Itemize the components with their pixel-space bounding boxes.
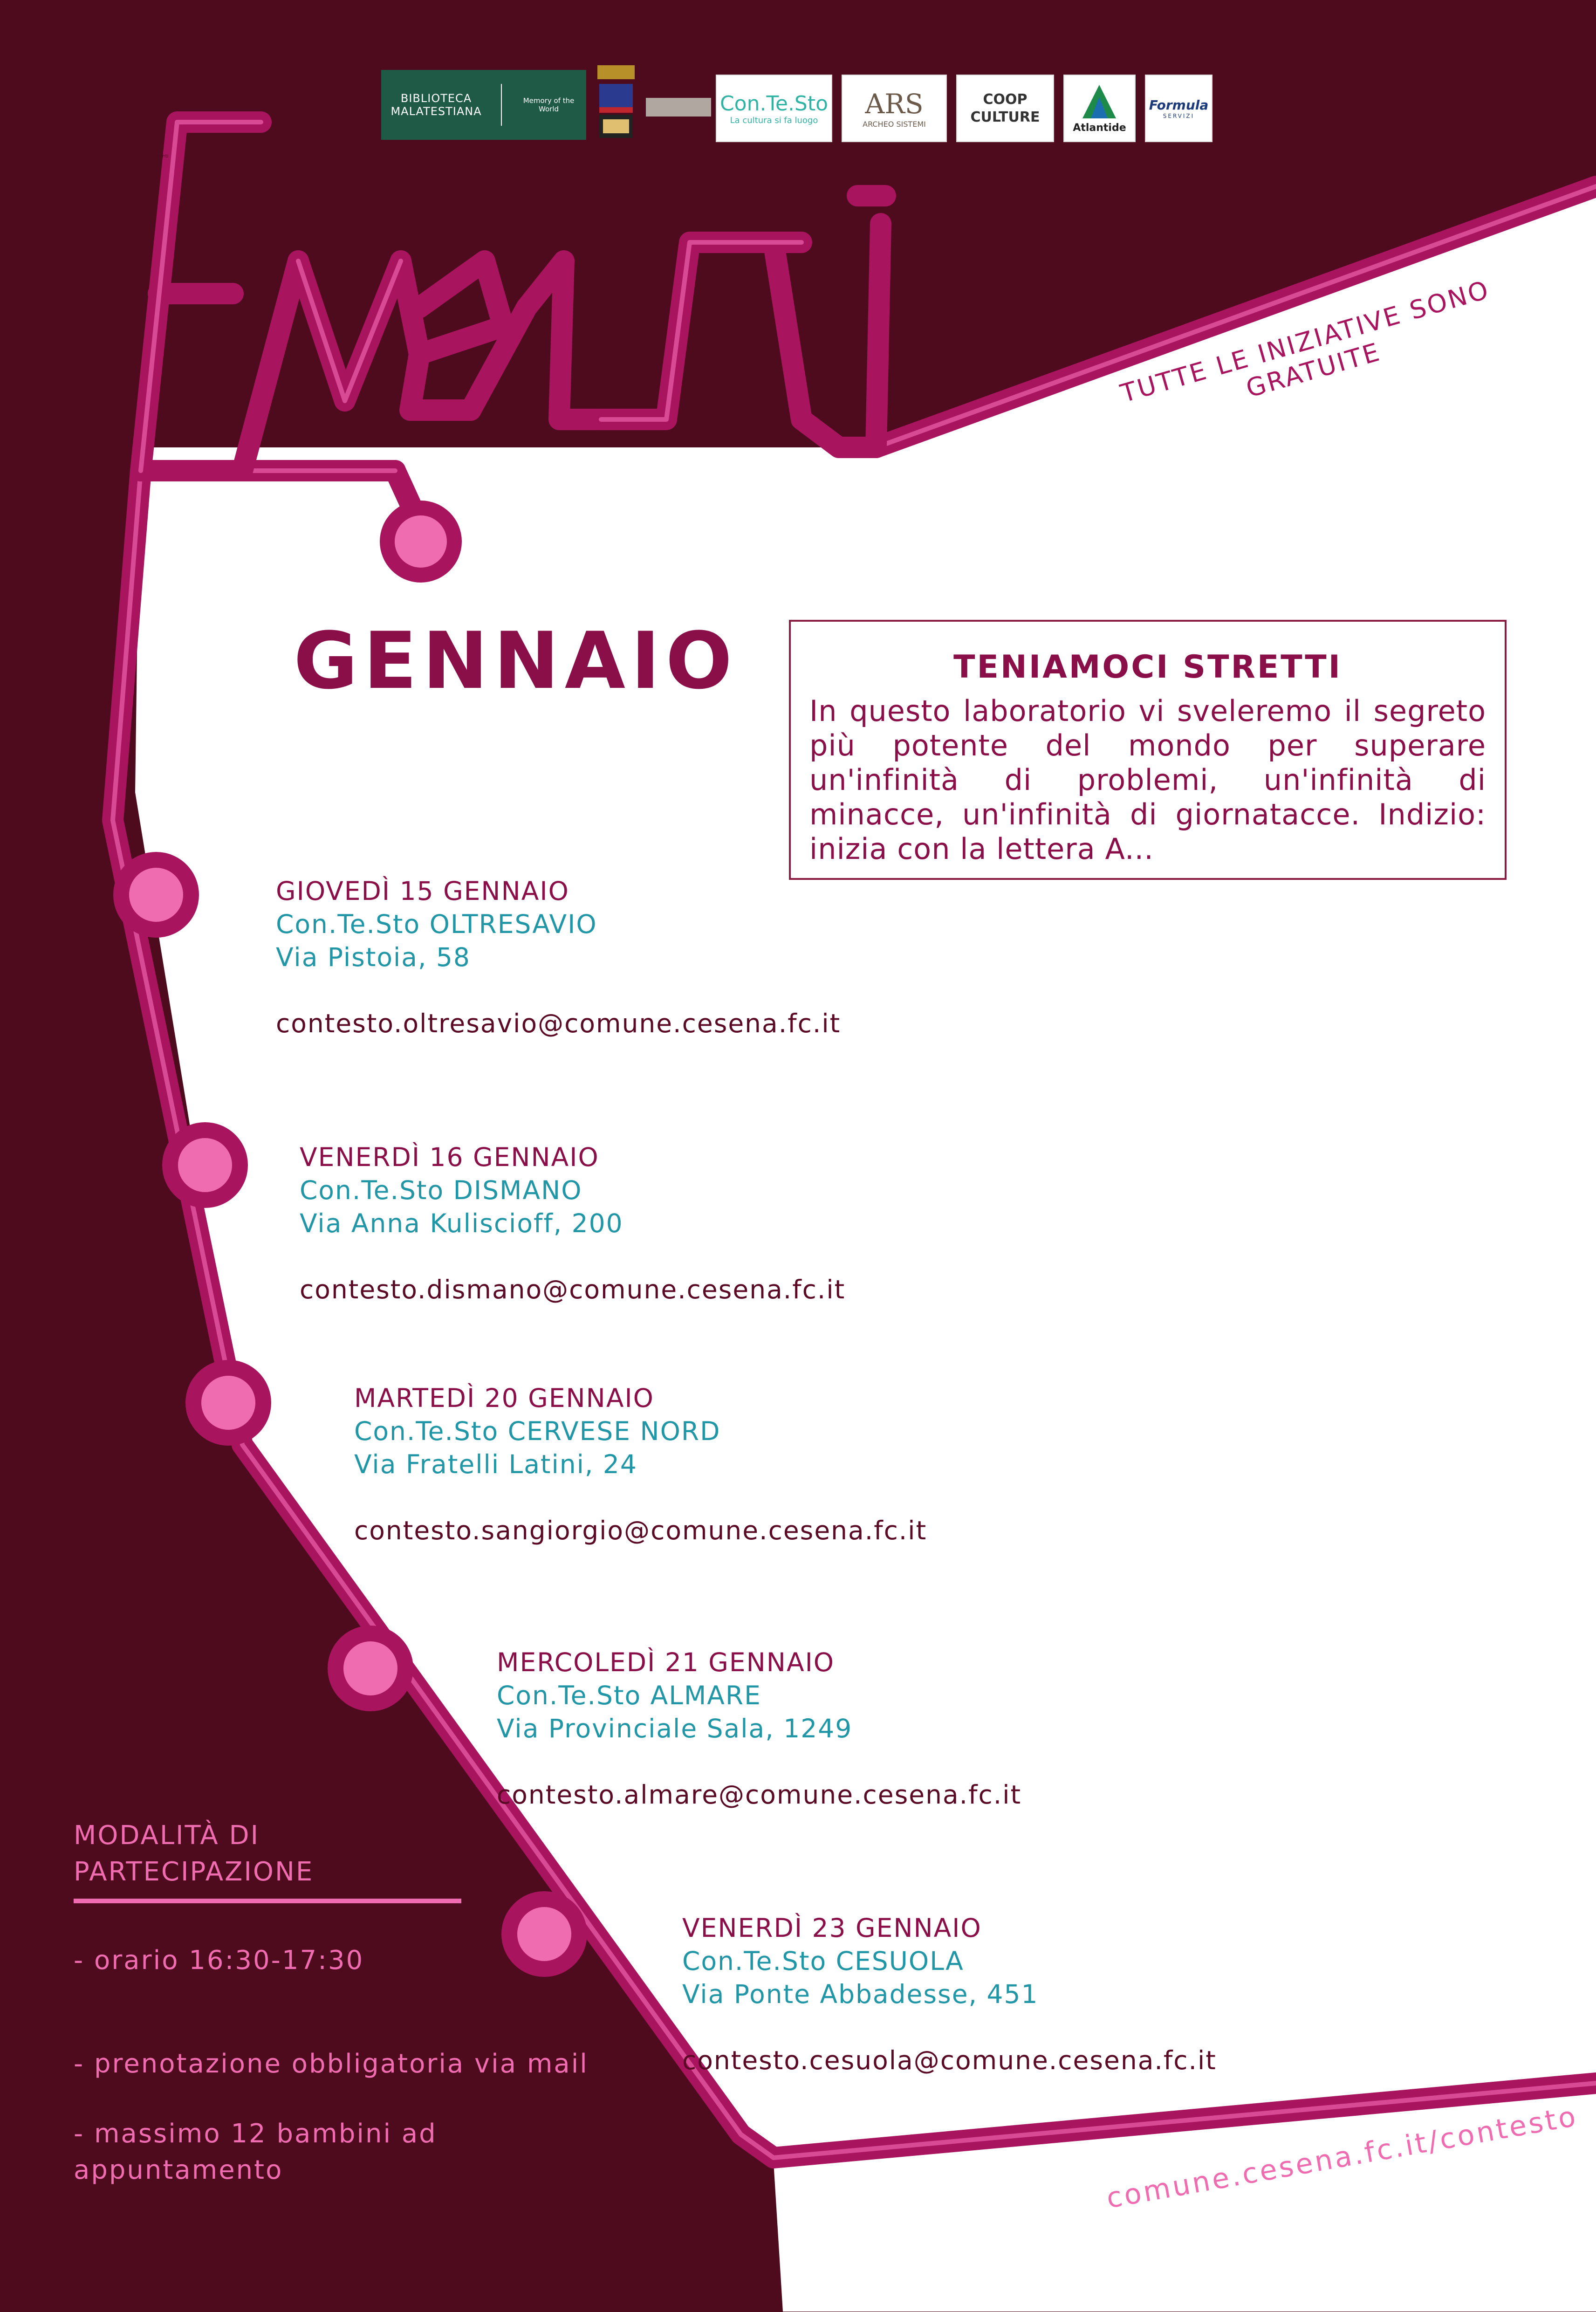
- event-item: [276, 875, 841, 1040]
- logo-contesto-name: Con.Te.Sto: [719, 91, 829, 116]
- website-link[interactable]: comune.cesena.fc.it/contesto: [1104, 2099, 1581, 2215]
- event-item: [300, 1141, 845, 1306]
- logo-coop-culture: [956, 75, 1054, 142]
- atlantide-triangle-icon: [1081, 83, 1118, 120]
- logo-biblioteca-line1: BIBLIOTECA: [400, 92, 472, 105]
- activity-box: [789, 620, 1507, 880]
- logo-small-divider: [646, 98, 711, 117]
- month-heading: GENNAIO: [294, 615, 738, 707]
- stop-3: [201, 1376, 255, 1430]
- logo-formula-servizi: [1145, 75, 1212, 142]
- logo-formula-sub: SERVIZI: [1163, 113, 1195, 119]
- event-email-link[interactable]: contesto.oltresavio@comune.cesena.fc.it: [276, 1008, 841, 1038]
- event-item: [497, 1646, 1021, 1811]
- event-item: [682, 1912, 1217, 2077]
- participation-item: - massimo 12 bambini ad appuntamento: [74, 2119, 437, 2185]
- free-events-tagline: TUTTE LE INIZIATIVE SONO GRATUITE: [1117, 274, 1493, 409]
- logo-ars-sub: ARCHEO SISTEMI: [863, 120, 926, 129]
- participation-title: MODALITÀ DI PARTECIPAZIONE: [74, 1820, 314, 1887]
- event-date: MERCOLEDÌ 21 GENNAIO: [497, 1647, 835, 1677]
- stop-month: [395, 515, 447, 568]
- stop-2: [178, 1138, 232, 1192]
- event-date: VENERDÌ 16 GENNAIO: [300, 1142, 599, 1172]
- event-place: Con.Te.Sto ALMARE: [497, 1681, 761, 1710]
- event-date: GIOVEDÌ 15 GENNAIO: [276, 876, 569, 906]
- logo-atlantide: [1063, 75, 1136, 142]
- event-email-link[interactable]: contesto.cesuola@comune.cesena.fc.it: [682, 2045, 1217, 2075]
- event-email-link[interactable]: contesto.dismano@comune.cesena.fc.it: [300, 1275, 846, 1304]
- participation-divider: [74, 1899, 461, 1903]
- event-address: Via Fratelli Latini, 24: [354, 1449, 637, 1479]
- event-address: Via Provinciale Sala, 1249: [497, 1714, 853, 1743]
- logo-contesto: [716, 75, 832, 142]
- logo-memory-of-world: Memory of the World: [523, 96, 575, 113]
- logo-formula-name: Formula: [1149, 97, 1209, 113]
- event-address: Via Pistoia, 58: [276, 942, 471, 972]
- logo-biblioteca-line2: MALATESTIANA: [390, 105, 482, 118]
- page-title: Eventi: [154, 154, 169, 159]
- stop-4: [343, 1641, 397, 1695]
- participation-item: - prenotazione obbligatoria via mail: [74, 2049, 589, 2079]
- stop-5: [517, 1907, 571, 1961]
- logo-coop-line2: CULTURE: [970, 109, 1040, 125]
- event-place: Con.Te.Sto CESUOLA: [682, 1946, 964, 1976]
- activity-title: TENIAMOCI STRETTI: [953, 649, 1342, 686]
- event-item: [354, 1382, 927, 1547]
- event-place: Con.Te.Sto OLTRESAVIO: [276, 909, 597, 939]
- activity-description: In questo laboratorio vi sveleremo il segreto più potente del mondo per superare un'infinità di problemi, un'infinità di minacce, un'infinità di giornatacce. Indizio: inizia con la lettera A...: [809, 694, 1486, 866]
- logo-coop-line1: COOP: [983, 91, 1027, 108]
- event-date: VENERDÌ 23 GENNAIO: [682, 1913, 982, 1943]
- logo-ars-name: ARS: [865, 88, 924, 120]
- participation-section: [74, 1818, 493, 1903]
- event-place: Con.Te.Sto CERVESE NORD: [354, 1416, 721, 1446]
- logo-biblioteca-malatestiana: [381, 70, 586, 140]
- logo-ars: [842, 75, 947, 142]
- eventi-title-lettering: [141, 122, 885, 471]
- event-email-link[interactable]: contesto.almare@comune.cesena.fc.it: [497, 1780, 1022, 1810]
- event-date: MARTEDÌ 20 GENNAIO: [354, 1383, 654, 1413]
- event-address: Via Anna Kuliscioff, 200: [300, 1208, 623, 1238]
- logo-atlantide-name: Atlantide: [1073, 122, 1126, 134]
- event-place: Con.Te.Sto DISMANO: [300, 1175, 582, 1205]
- logo-contesto-sub: La cultura si fa luogo: [730, 115, 818, 125]
- stop-1: [129, 868, 183, 922]
- event-address: Via Ponte Abbadesse, 451: [682, 1979, 1039, 2009]
- participation-item: - orario 16:30-17:30: [74, 1945, 364, 1976]
- event-email-link[interactable]: contesto.sangiorgio@comune.cesena.fc.it: [354, 1516, 927, 1545]
- logo-comune-crest-icon: [593, 56, 639, 140]
